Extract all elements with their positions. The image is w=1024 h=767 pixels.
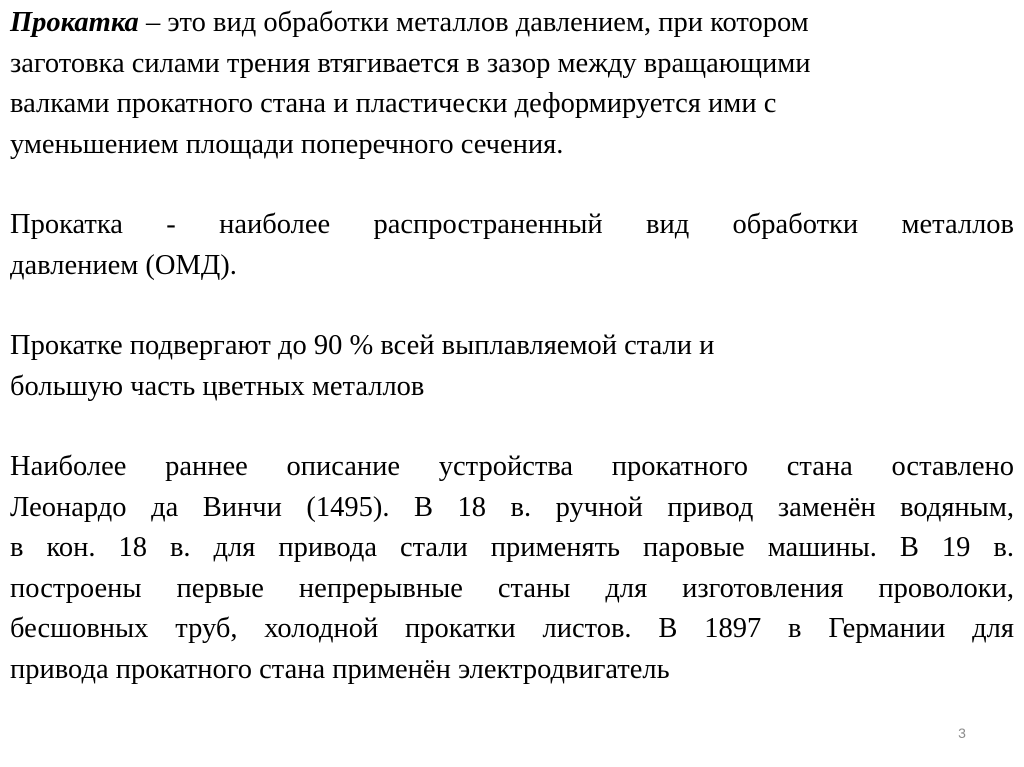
share-line-2: большую часть цветных металлов (10, 370, 425, 402)
definition-line-2: заготовка силами трения втягивается в зазор между вращающими (10, 47, 811, 79)
history-line-3: в кон. 18 в. для привода стали применять паровые машины. В 19 в. (10, 532, 1014, 563)
paragraph-most-common (10, 205, 1014, 286)
slide-body (10, 3, 1014, 690)
paragraph-definition (10, 3, 1014, 165)
definition-line-1-rest: – это вид обработки металлов давлением, при котором (138, 7, 809, 38)
history-line-2: Леонардо да Винчи (1495). В 18 в. ручной привод заменён водяным, (10, 491, 1014, 523)
definition-line-4: уменьшением площади поперечного сечения. (10, 128, 564, 160)
paragraph-gap (10, 165, 1014, 205)
history-line-6: привода прокатного стана применён электродвигатель (10, 653, 670, 685)
share-line-1: Прокатке подвергают до 90 % всей выплавляемой стали и (10, 330, 715, 361)
paragraph-history (10, 447, 1014, 690)
paragraph-gap (10, 286, 1014, 326)
history-line-4: построены первые непрерывные станы для изготовления проволоки, (10, 572, 1014, 604)
definition-line-3: валками прокатного стана и пластически деформируется ими с (10, 88, 777, 119)
history-line-1: Наиболее раннее описание устройства прокатного стана оставлено (10, 451, 1014, 482)
definition-line-1 (10, 3, 1014, 44)
page-number: 3 (958, 725, 966, 741)
most-common-line-2: давлением (ОМД). (10, 249, 237, 281)
paragraph-gap (10, 407, 1014, 447)
most-common-line-1: Прокатка - наиболее распространенный вид обработки металлов (10, 209, 1014, 240)
history-line-5: бесшовных труб, холодной прокатки листов. В 1897 в Германии для (10, 613, 1014, 644)
paragraph-share-of-steel (10, 326, 1014, 407)
term-rolling: Прокатка (10, 7, 139, 38)
